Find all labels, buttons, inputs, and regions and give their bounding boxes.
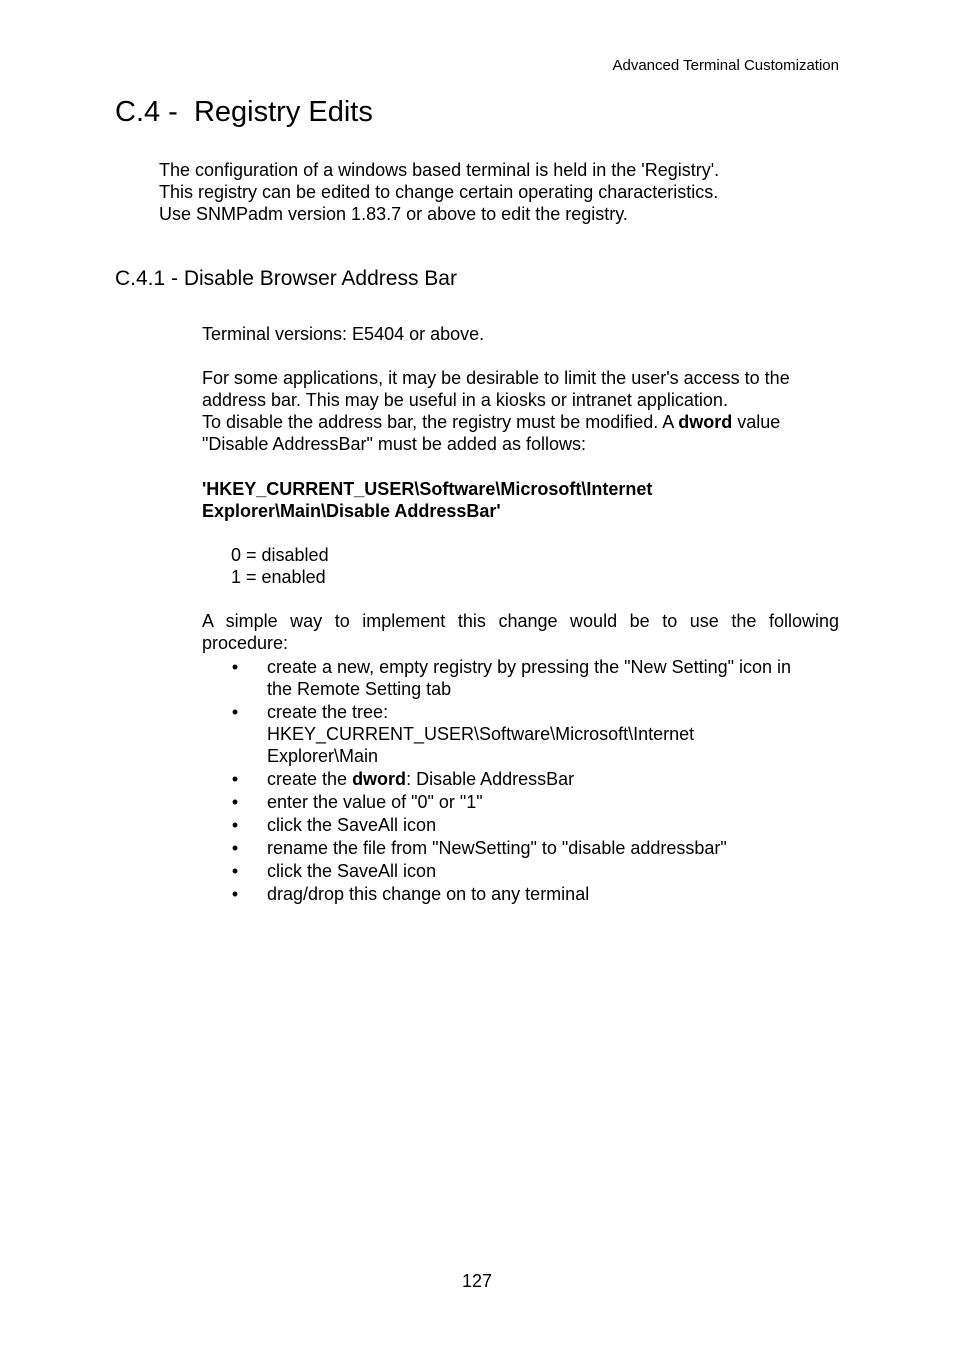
terminal-versions: Terminal versions: E5404 or above. [202, 324, 485, 344]
section-title: C.4 - Registry Edits [115, 96, 373, 128]
step-1-line-2: the Remote Setting tab [267, 679, 452, 699]
registry-key-line-2: Explorer\Main\Disable AddressBar' [202, 501, 501, 521]
list-item [202, 768, 839, 790]
list-item [202, 814, 839, 836]
procedure-line-2: procedure: [202, 633, 289, 653]
description-line-3-post: value [732, 412, 781, 432]
value-enabled: 1 = enabled [231, 567, 326, 587]
bullet-icon: • [231, 769, 239, 789]
step-2-line-3: Explorer\Main [267, 746, 379, 766]
list-item [202, 791, 839, 813]
bullet-icon: • [231, 838, 239, 858]
description-line-3 [202, 411, 839, 433]
registry-key-path [202, 478, 839, 522]
dword-term: dword [678, 412, 733, 432]
step-5: click the SaveAll icon [267, 815, 437, 835]
description-line-1: For some applications, it may be desirable to limit the user's access to the [202, 368, 790, 388]
intro-line-1: The configuration of a windows based terminal is held in the 'Registry'. [159, 160, 720, 180]
step-3-post: : Disable AddressBar [406, 769, 575, 789]
description-paragraph [202, 367, 839, 455]
value-list [231, 544, 631, 588]
registry-key-line-1: 'HKEY_CURRENT_USER\Software\Microsoft\Internet [202, 479, 653, 499]
step-1-line-1: create a new, empty registry by pressing the "New Setting" icon in [267, 657, 792, 677]
procedure-line-1: A simple way to implement this change would be to use the following [202, 611, 839, 631]
step-8: drag/drop this change on to any terminal [267, 884, 590, 904]
step-3-dword: dword [352, 769, 407, 789]
step-7: click the SaveAll icon [267, 861, 437, 881]
running-header: Advanced Terminal Customization [612, 57, 839, 74]
description-line-3-pre: To disable the address bar, the registry must be modified. A [202, 412, 679, 432]
description-line-2: address bar. This may be useful in a kiosks or intranet application. [202, 390, 728, 410]
procedure-intro [202, 610, 839, 654]
bullet-icon: • [231, 884, 239, 904]
procedure-steps [202, 656, 839, 906]
page-number: 127 [461, 1271, 493, 1291]
step-3 [267, 768, 839, 790]
list-item [202, 701, 839, 767]
step-6: rename the file from "NewSetting" to "disable addressbar" [267, 838, 727, 858]
step-3-pre: create the [267, 769, 353, 789]
step-4: enter the value of "0" or "1" [267, 792, 483, 812]
intro-line-2: This registry can be edited to change certain operating characteristics. [159, 182, 719, 202]
list-item [202, 883, 839, 905]
bullet-icon: • [231, 792, 239, 812]
intro-paragraph [159, 159, 839, 225]
description-line-4: "Disable AddressBar" must be added as follows: [202, 434, 586, 454]
subsection-title: C.4.1 - Disable Browser Address Bar [115, 267, 457, 290]
intro-line-3: Use SNMPadm version 1.83.7 or above to edit the registry. [159, 204, 628, 224]
step-2-line-2: HKEY_CURRENT_USER\Software\Microsoft\Internet [267, 724, 695, 744]
bullet-icon: • [231, 657, 239, 677]
list-item [202, 656, 839, 700]
value-disabled: 0 = disabled [231, 545, 329, 565]
list-item [202, 860, 839, 882]
list-item [202, 837, 839, 859]
step-2-line-1: create the tree: [267, 702, 389, 722]
bullet-icon: • [231, 815, 239, 835]
bullet-icon: • [231, 861, 239, 881]
bullet-icon: • [231, 702, 239, 722]
